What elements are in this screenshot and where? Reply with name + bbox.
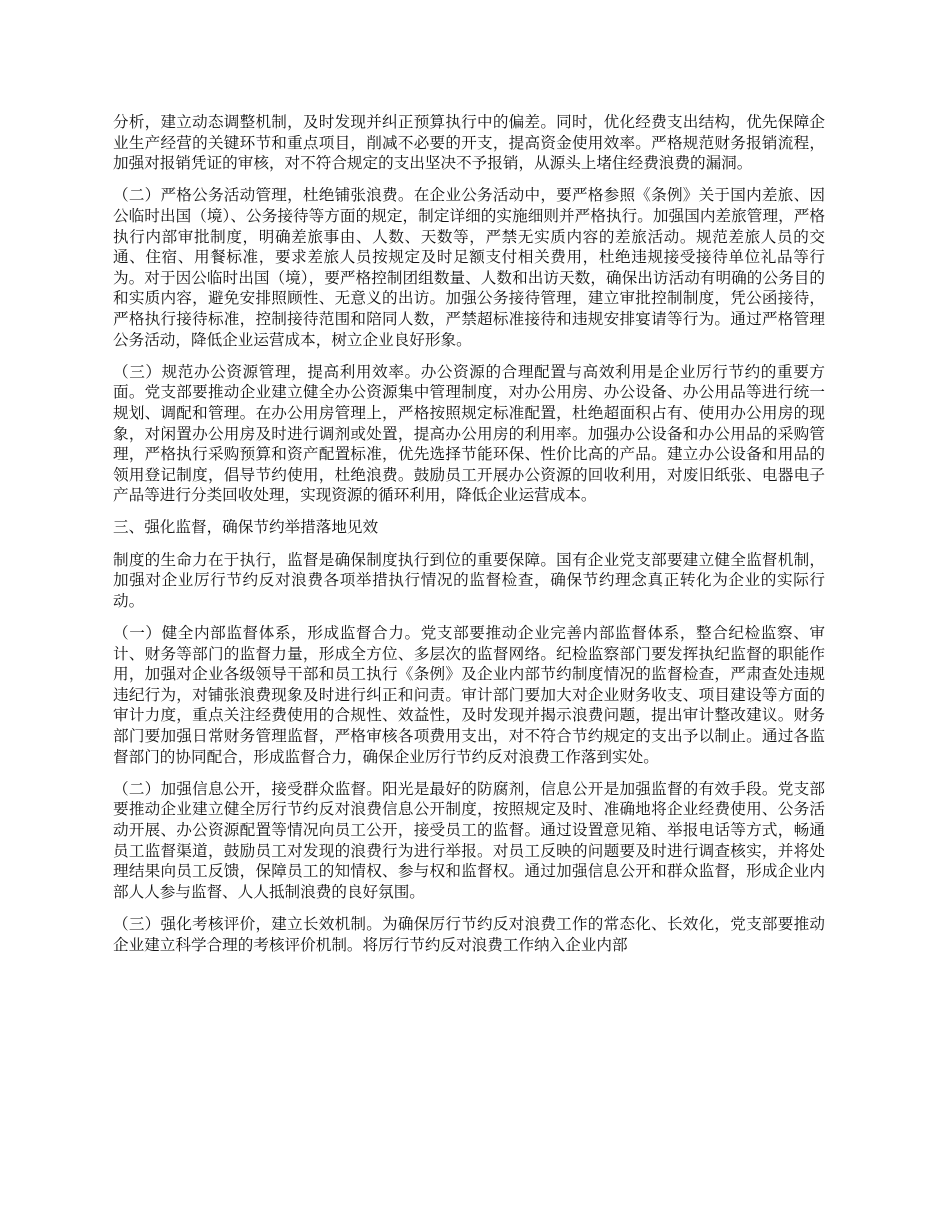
paragraph-assessment-evaluation: （三）强化考核评价，建立长效机制。为确保厉行节约反对浪费工作的常态化、长效化，党支部要推动企业建立科学合理的考核评价机制。将厉行节约反对浪费工作纳入企业内部	[113, 914, 825, 954]
paragraph-office-resources: （三）规范办公资源管理，提高利用效率。办公资源的合理配置与高效利用是企业厉行节约的重要方面。党支部要推动企业建立健全办公资源集中管理制度，对办公用房、办公设备、办公用品等进行统一规划、调配和管理。在办公用房管理上，严格按照规定标准配置，杜绝超面积占有、使用办公用房的现象，对闲置办公用房及时进行调剂或处置，提高办公用房的利用率。加强办公设备和办公用品的采购管理，严格执行采购预算和资产配置标准，优先选择节能环保、性价比高的产品。建立办公设备和用品的领用登记制度，倡导节约使用，杜绝浪费。鼓励员工开展办公资源的回收利用，对废旧纸张、电器电子产品等进行分类回收处理，实现资源的循环利用，降低企业运营成本。	[113, 362, 825, 505]
paragraph-budget-analysis: 分析，建立动态调整机制，及时发现并纠正预算执行中的偏差。同时，优化经费支出结构，优先保障企业生产经营的关键环节和重点项目，削减不必要的开支，提高资金使用效率。严格规范财务报销流程，加强对报销凭证的审核，对不符合规定的支出坚决不予报销，从源头上堵住经费浪费的漏洞。	[113, 113, 825, 173]
paragraph-supervision-intro: 制度的生命力在于执行，监督是确保制度执行到位的重要保障。国有企业党支部要建立健全监督机制，加强对企业厉行节约反对浪费各项举措执行情况的监督检查，确保节约理念真正转化为企业的实际行动。	[113, 550, 825, 610]
paragraph-information-disclosure: （二）加强信息公开，接受群众监督。阳光是最好的防腐剂，信息公开是加强监督的有效手段。党支部要推动企业建立健全厉行节约反对浪费信息公开制度，按照规定及时、准确地将企业经费使用、公务活动开展、办公资源配置等情况向员工公开，接受员工的监督。通过设置意见箱、举报电话等方式，畅通员工监督渠道，鼓励员工对发现的浪费行为进行举报。对员工反映的问题要及时进行调查核实，并将处理结果向员工反馈，保障员工的知情权、参与权和监督权。通过加强信息公开和群众监督，形成企业内部人人参与监督、人人抵制浪费的良好氛围。	[113, 779, 825, 901]
section-heading-supervision: 三、强化监督，确保节约举措落地见效	[113, 518, 379, 537]
paragraph-official-activities: （二）严格公务活动管理，杜绝铺张浪费。在企业公务活动中，要严格参照《条例》关于国内差旅、因公临时出国（境）、公务接待等方面的规定，制定详细的实施细则并严格执行。加强国内差旅管理，严格执行内部审批制度，明确差旅事由、人数、天数等，严禁无实质内容的差旅活动。规范差旅人员的交通、住宿、用餐标准，要求差旅人员按规定及时足额支付相关费用，杜绝违规接受接待单位礼品等行为。对于因公临时出国（境），要严格控制团组数量、人数和出访天数，确保出访活动有明确的公务目的和实质内容，避免安排照顾性、无意义的出访。加强公务接待管理，建立审批控制制度，凭公函接待，严格执行接待标准，控制接待范围和陪同人数，严禁超标准接待和违规安排宴请等行为。通过严格管理公务活动，降低企业运营成本，树立企业良好形象。	[113, 186, 825, 349]
document-body	[113, 112, 825, 967]
paragraph-internal-supervision: （一）健全内部监督体系，形成监督合力。党支部要推动企业完善内部监督体系，整合纪检监察、审计、财务等部门的监督力量，形成全方位、多层次的监督网络。纪检监察部门要发挥执纪监督的职能作用，加强对企业各级领导干部和员工执行《条例》及企业内部节约制度情况的监督检查，严肃查处违规违纪行为，对铺张浪费现象及时进行纠正和问责。审计部门要加大对企业财务收支、项目建设等方面的审计力度，重点关注经费使用的合规性、效益性，及时发现并揭示浪费问题，提出审计整改建议。财务部门要加强日常财务管理监督，严格审核各项费用支出，对不符合节约规定的支出予以制止。通过各监督部门的协同配合，形成监督合力，确保企业厉行节约反对浪费工作落到实处。	[113, 624, 825, 766]
